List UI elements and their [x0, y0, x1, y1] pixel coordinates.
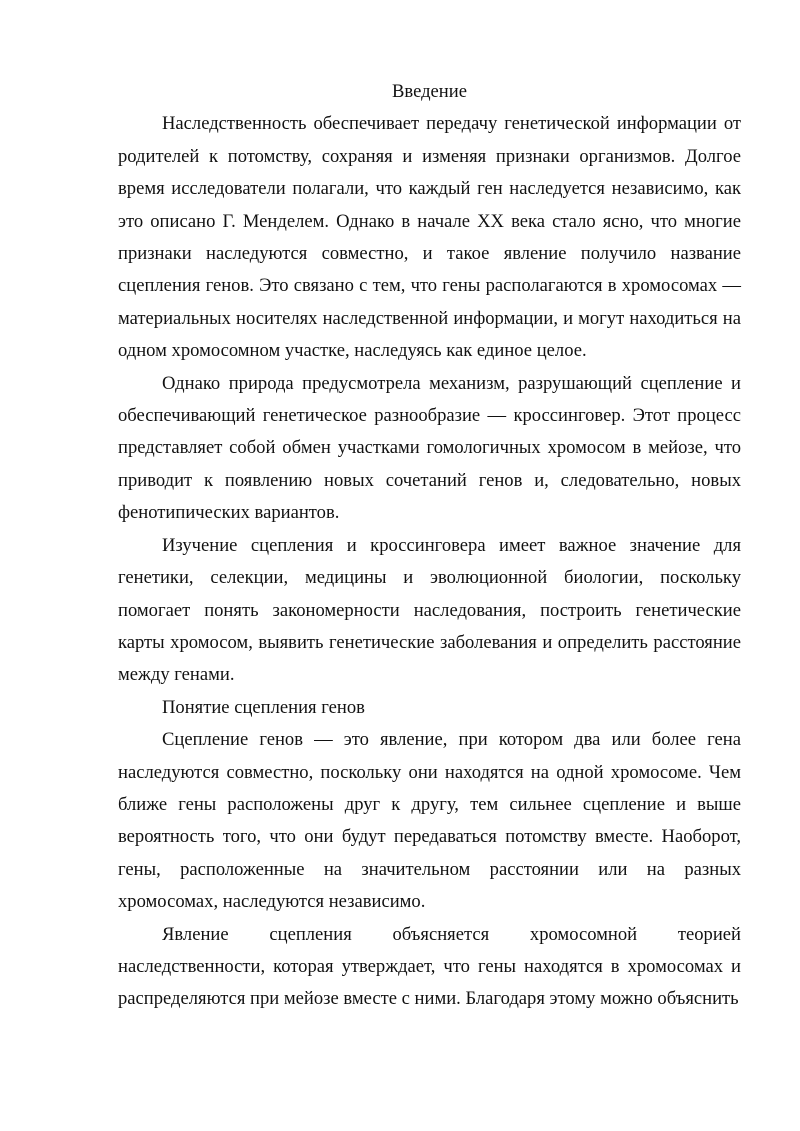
document-body: [118, 76, 741, 1016]
intro-paragraph-1: Наследственность обеспечивает передачу генетической информации от родителей к потомству, сохраняя и изменяя признаки организмов. Долгое время исследователи полагали, что каждый ген наследуется независимо, как это описано Г. Менделем. Однако в начале XX века стало ясно, что многие признаки наследуются совместно, и такое явление получило название сцепления генов. Это связано с тем, что гены располагаются в хромосомах — материальных носителях наследственной информации, и могут находиться на одном хромосомном участке, наследуясь как единое целое.: [118, 113, 741, 362]
intro-paragraph-3: Изучение сцепления и кроссинговера имеет важное значение для генетики, селекции, медицины и эволюционной биологии, поскольку помогает понять закономерности наследования, построить генетические карты хромосом, выявить генетические заболевания и определить расстояние между генами.: [118, 534, 741, 686]
section-paragraph-1: Сцепление генов — это явление, при котором два или более гена наследуются совместно, поскольку они находятся на одной хромосоме. Чем ближе гены расположены друг к другу, тем сильнее сцепление и выше вероятность того, что они будут передаваться потомству вместе. Наоборот, гены, расположенные на значительном расстоянии или на разных хромосомах, наследуются независимо.: [118, 729, 741, 913]
section-heading: Понятие сцепления генов: [162, 696, 365, 718]
intro-paragraph-2: Однако природа предусмотрела механизм, разрушающий сцепление и обеспечивающий генетическое разнообразие — кроссинговер. Этот процесс представляет собой обмен участками гомологичных хромосом в мейозе, что приводит к появлению новых сочетаний генов и, следовательно, новых фенотипических вариантов.: [118, 372, 741, 524]
intro-heading: Введение: [392, 81, 467, 102]
section-paragraph-2: Явление сцепления объясняется хромосомной теорией наследственности, которая утверждает, что гены находятся в хромосомах и распределяются при мейозе вместе с ними. Благодаря этому можно объяснить: [118, 923, 741, 1010]
